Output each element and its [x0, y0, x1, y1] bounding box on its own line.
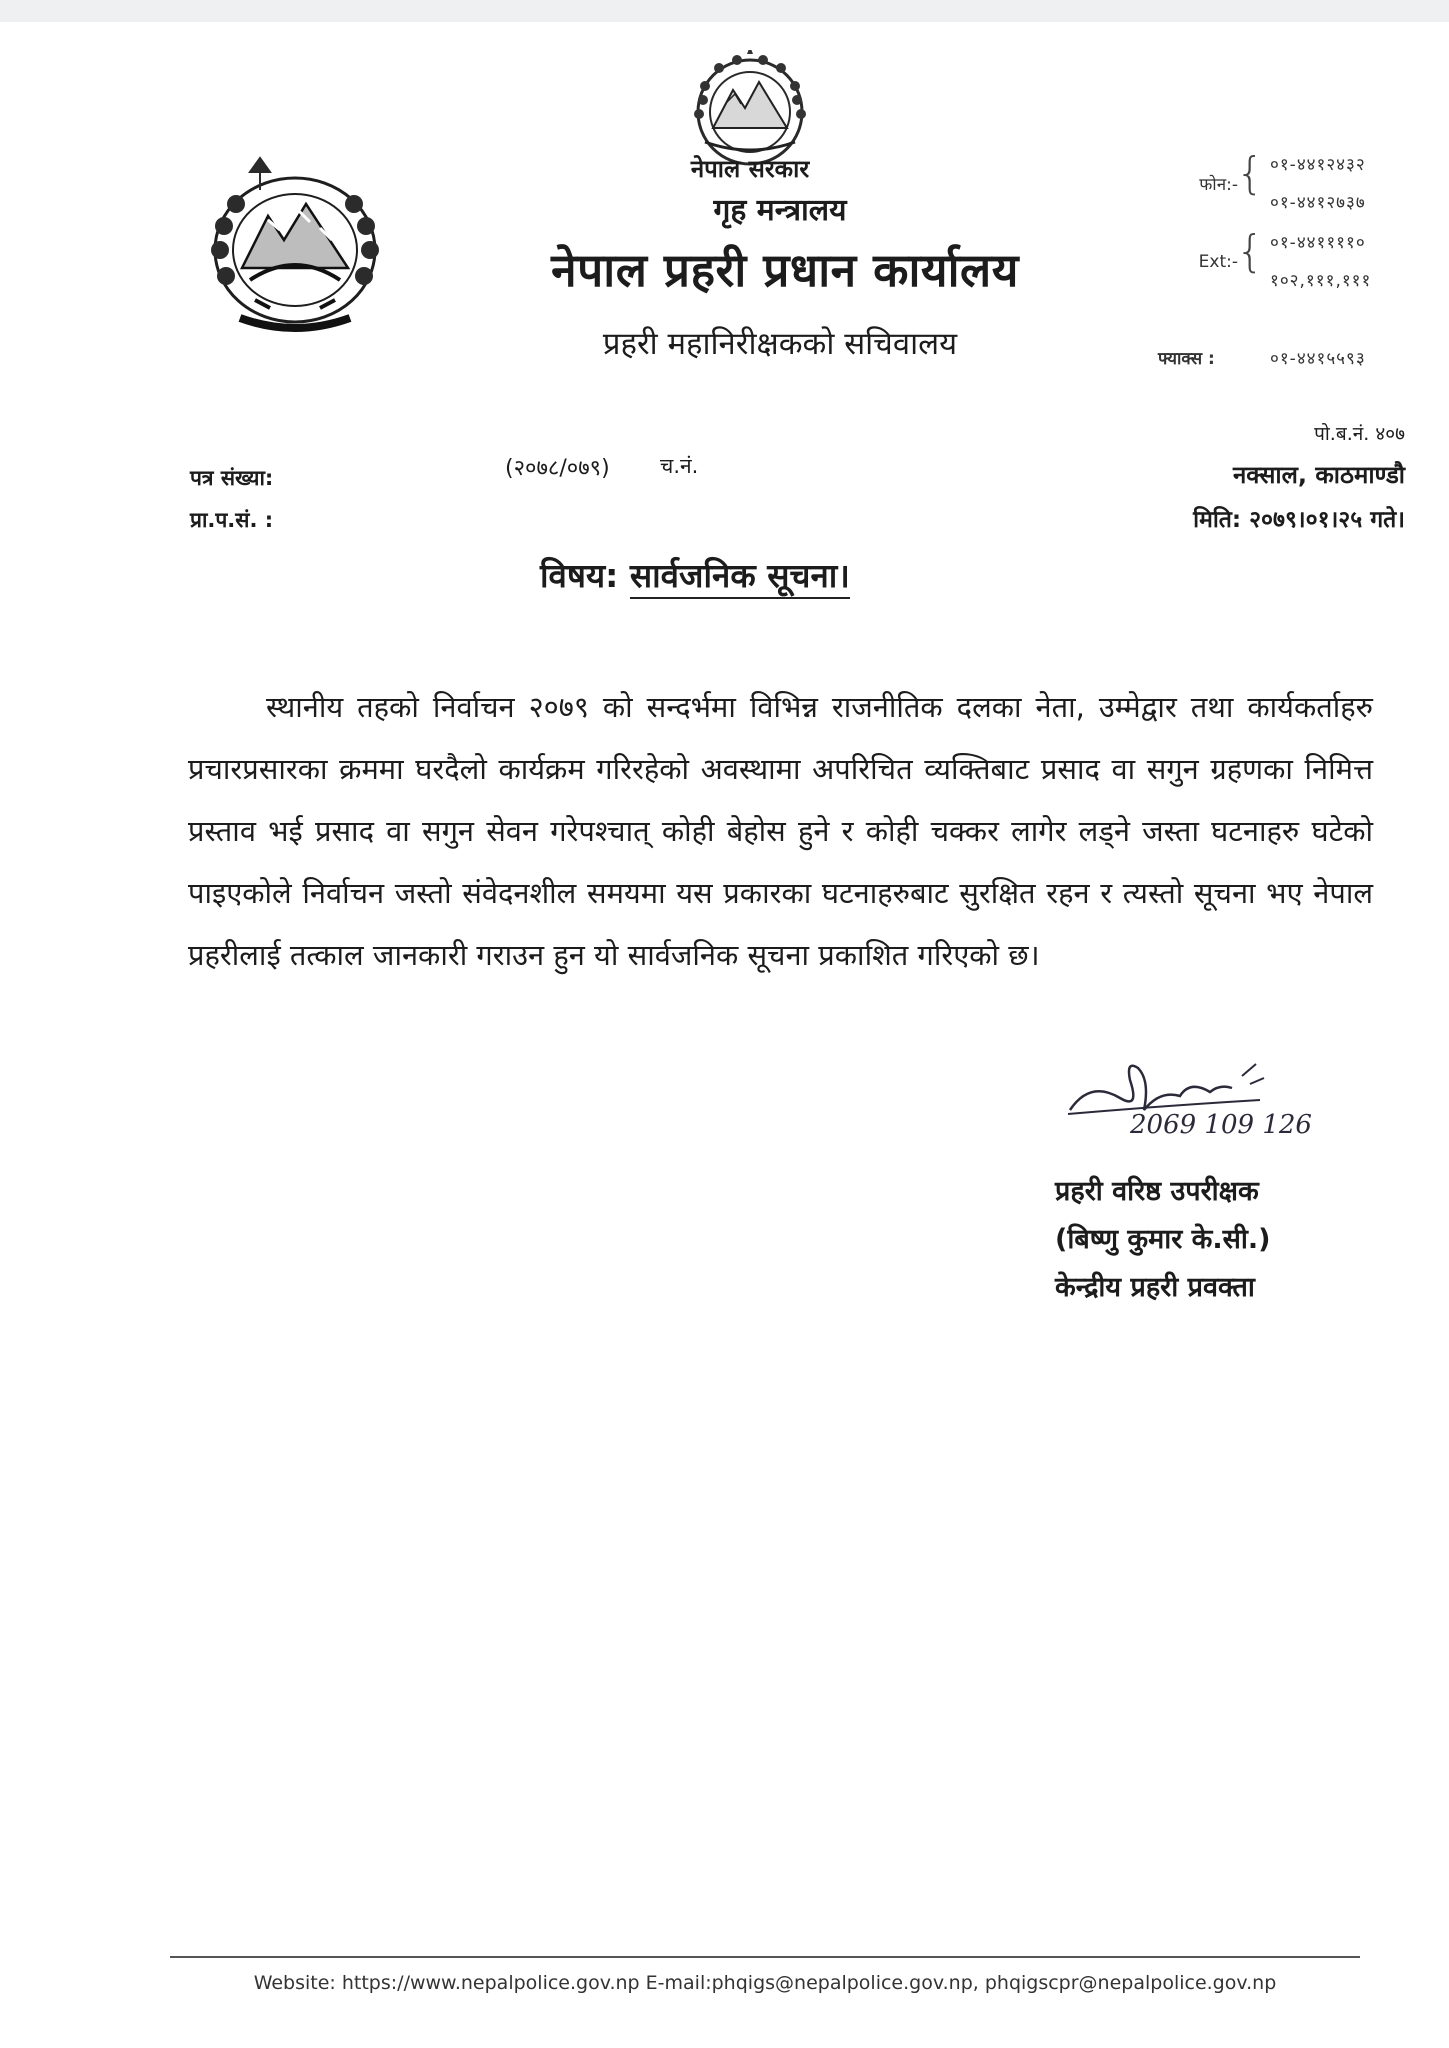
subject-label: विषय:	[540, 556, 619, 595]
nepal-police-logo	[180, 150, 410, 350]
ext-brace: {	[1236, 226, 1264, 277]
letter-date: मिति: २०७९।०१।२५ गते।	[1193, 507, 1405, 533]
signatory-role: केन्द्रीय प्रहरी प्रवक्ता	[1055, 1272, 1255, 1303]
phone-number-2: ०१-४४१२७३७	[1270, 193, 1366, 213]
phone-number-1: ०१-४४१२४३२	[1270, 155, 1366, 175]
fax-label: फ्याक्स :	[1158, 349, 1215, 369]
scan-top-band	[0, 0, 1449, 22]
signatory-name: (बिष्णु कुमार के.सी.)	[1055, 1224, 1271, 1255]
signature-date: 2069 109 126	[1130, 1110, 1312, 1140]
fax-number: ०१-४४१५५९३	[1270, 349, 1366, 369]
subject-value: सार्वजनिक सूचना।	[630, 556, 850, 599]
government-name: नेपाल सरकार	[690, 155, 810, 183]
footer-contact: Website: https://www.nepalpolice.gov.np E-mail:phqigs@nepalpolice.gov.np, phqigscpr@nepalpolice.gov.np	[253, 1972, 1277, 1994]
notice-body: स्थानीय तहको निर्वाचन २०७९ को सन्दर्भमा विभिन्न राजनीतिक दलका नेता, उम्मेद्वार तथा कार्यकर्ताहरु प्रचारप्रसारका क्रममा घरदैलो कार्यक्रम गरिरहेको अवस्थामा अपरिचित व्यक्तिबाट प्रसाद वा सगुन ग्रहणका निमित्त प्रस्ताव भई प्रसाद वा सगुन सेवन गरेपश्चात् कोही बेहोस हुने र कोही चक्कर लागेर लड्ने जस्ता घटनाहरु घटेको पाइएकोले निर्वाचन जस्तो संवेदनशील समयमा यस प्रकारका घटनाहरुबाट सुरक्षित रहन र त्यस्तो सूचना भए नेपाल प्रहरीलाई तत्काल जानकारी गराउन हुन यो सार्वजनिक सूचना प्रकाशित गरिएको छ।	[188, 690, 1373, 972]
handwritten-signature	[1060, 1040, 1320, 1160]
dispatch-number-label: च.नं.	[660, 454, 699, 478]
secretariat-name: प्रहरी महानिरीक्षकको सचिवालय	[602, 326, 958, 362]
phone-label: फोन:-	[1199, 175, 1238, 195]
signatory-title: प्रहरी वरिष्ठ उपरीक्षक	[1055, 1176, 1259, 1207]
fiscal-year: (२०७८/०७९)	[505, 456, 610, 481]
ext-label: Ext:-	[1198, 252, 1238, 272]
ext-number-1: ०१-४४११११०	[1270, 233, 1366, 253]
po-box: पो.ब.नं. ४०७	[1314, 423, 1405, 445]
office-title: नेपाल प्रहरी प्रधान कार्यालय	[551, 243, 1019, 297]
ext-number-2: १०२,१११,१११	[1270, 271, 1372, 291]
reference-label: प्रा.प.सं. :	[190, 508, 274, 532]
address: नक्साल, काठमाण्डौ	[1232, 461, 1405, 489]
ministry-name: गृह मन्त्रालय	[713, 193, 847, 228]
phone-brace: {	[1236, 148, 1264, 199]
letter-number-label: पत्र संख्या:	[190, 466, 274, 490]
footer-divider	[170, 1956, 1360, 1958]
subject-line	[540, 552, 850, 597]
